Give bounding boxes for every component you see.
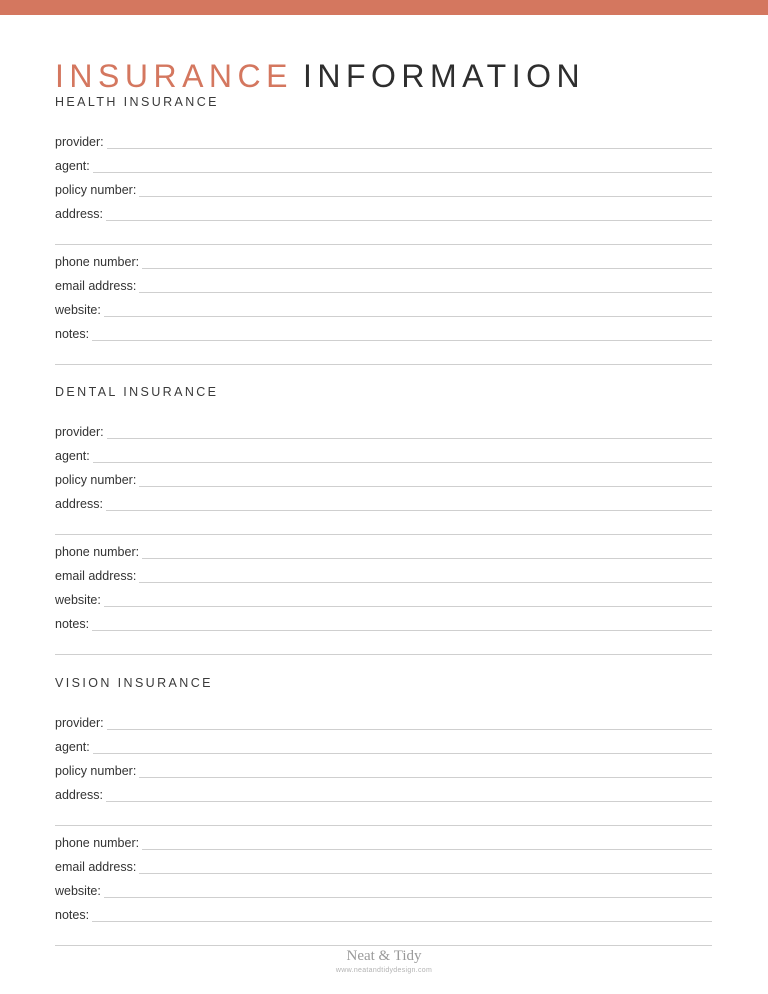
write-line[interactable] (142, 267, 712, 269)
field-address-continued[interactable] (55, 511, 712, 535)
field-agent[interactable] (55, 149, 712, 173)
field-notes[interactable] (55, 898, 712, 922)
section-heading: DENTAL INSURANCE (55, 385, 219, 399)
write-line[interactable] (92, 629, 712, 631)
field-policy-number[interactable] (55, 463, 712, 487)
field-label: email address: (55, 569, 137, 583)
write-line[interactable] (93, 461, 712, 463)
field-email-address[interactable] (55, 559, 712, 583)
write-line[interactable] (92, 339, 712, 341)
field-provider[interactable] (55, 415, 712, 439)
write-line[interactable] (139, 581, 712, 583)
field-notes-continued[interactable] (55, 341, 712, 365)
field-label: address: (55, 788, 103, 802)
field-label: address: (55, 497, 103, 511)
write-line[interactable] (142, 848, 712, 850)
write-line[interactable] (139, 485, 712, 487)
field-address-continued[interactable] (55, 221, 712, 245)
write-line[interactable] (107, 147, 712, 149)
field-label: agent: (55, 449, 90, 463)
field-label: provider: (55, 135, 104, 149)
write-line[interactable] (107, 437, 712, 439)
field-label: notes: (55, 617, 90, 631)
write-line[interactable] (104, 605, 712, 607)
field-label: notes: (55, 908, 90, 922)
section-heading: HEALTH INSURANCE (55, 95, 219, 109)
field-label: email address: (55, 279, 137, 293)
write-line[interactable] (106, 509, 712, 511)
footer-url: www.neatandtidydesign.com (335, 967, 433, 974)
write-line[interactable] (93, 752, 712, 754)
field-policy-number[interactable] (55, 754, 712, 778)
field-phone-number[interactable] (55, 245, 712, 269)
field-label: phone number: (55, 255, 140, 269)
field-website[interactable] (55, 874, 712, 898)
section-heading: VISION INSURANCE (55, 676, 213, 690)
field-notes[interactable] (55, 607, 712, 631)
top-accent-bar (0, 0, 768, 15)
field-phone-number[interactable] (55, 535, 712, 559)
field-label: policy number: (55, 473, 137, 487)
write-line[interactable] (93, 171, 712, 173)
page-title-accent: INSURANCE (55, 58, 293, 95)
field-address-continued[interactable] (55, 802, 712, 826)
write-line[interactable] (142, 557, 712, 559)
field-label: website: (55, 303, 101, 317)
field-agent[interactable] (55, 439, 712, 463)
field-label: phone number: (55, 545, 140, 559)
write-line[interactable] (139, 291, 712, 293)
brand-logo-text: Neat & Tidy (346, 948, 422, 964)
field-provider[interactable] (55, 706, 712, 730)
field-label: email address: (55, 860, 137, 874)
write-line[interactable] (104, 315, 712, 317)
field-label: policy number: (55, 183, 137, 197)
write-line[interactable] (139, 195, 712, 197)
section-dental-insurance (55, 381, 712, 655)
page-title-main: INFORMATION (302, 58, 586, 95)
field-label: website: (55, 884, 101, 898)
write-line[interactable] (104, 896, 712, 898)
write-line[interactable] (139, 776, 712, 778)
field-phone-number[interactable] (55, 826, 712, 850)
field-notes-continued[interactable] (55, 922, 712, 946)
field-address[interactable] (55, 778, 712, 802)
field-label: agent: (55, 740, 90, 754)
field-label: policy number: (55, 764, 137, 778)
field-website[interactable] (55, 293, 712, 317)
field-label: agent: (55, 159, 90, 173)
write-line[interactable] (106, 800, 712, 802)
field-address[interactable] (55, 197, 712, 221)
field-policy-number[interactable] (55, 173, 712, 197)
write-line[interactable] (107, 728, 712, 730)
field-notes[interactable] (55, 317, 712, 341)
footer (0, 947, 768, 974)
field-label: notes: (55, 327, 90, 341)
field-label: website: (55, 593, 101, 607)
field-label: provider: (55, 716, 104, 730)
field-email-address[interactable] (55, 850, 712, 874)
write-line[interactable] (139, 872, 712, 874)
field-notes-continued[interactable] (55, 631, 712, 655)
field-label: address: (55, 207, 103, 221)
field-agent[interactable] (55, 730, 712, 754)
page-title (55, 57, 585, 95)
field-email-address[interactable] (55, 269, 712, 293)
field-website[interactable] (55, 583, 712, 607)
field-label: phone number: (55, 836, 140, 850)
write-line[interactable] (106, 219, 712, 221)
section-vision-insurance (55, 672, 712, 946)
field-label: provider: (55, 425, 104, 439)
field-provider[interactable] (55, 125, 712, 149)
section-health-insurance (55, 91, 712, 365)
field-address[interactable] (55, 487, 712, 511)
write-line[interactable] (92, 920, 712, 922)
